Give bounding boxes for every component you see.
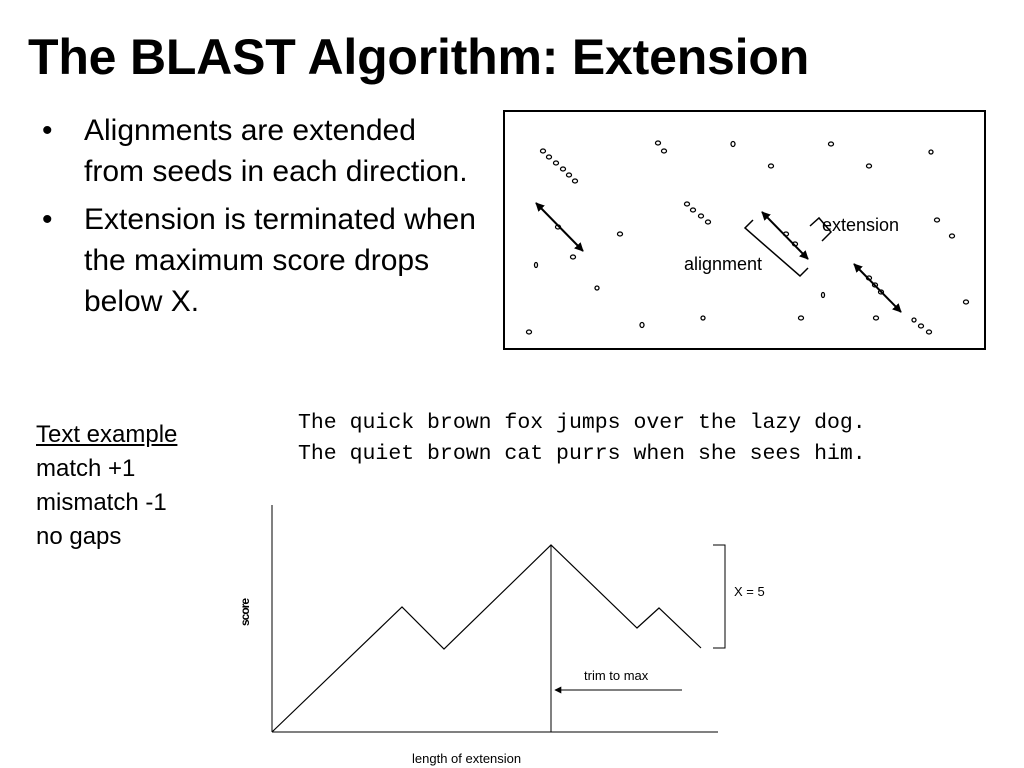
- extension-arrow-right: [854, 264, 901, 312]
- trim-label: trim to max: [584, 668, 649, 683]
- scoring-rule: no gaps: [36, 523, 122, 550]
- extension-label: extension: [822, 215, 900, 235]
- score-extension-plot: [230, 495, 790, 768]
- score-line: [272, 545, 701, 732]
- example-sequences: [298, 408, 866, 470]
- bullet-text: Extension is terminated when the maximum score drops below X.: [84, 203, 476, 318]
- text-example-box: [36, 418, 177, 554]
- bullet-marker: •: [42, 203, 53, 236]
- alignment-label: alignment: [684, 254, 763, 274]
- text-example-header: Text example: [36, 421, 178, 448]
- scattered-dots: [527, 141, 969, 334]
- y-axis-label: score: [238, 598, 252, 626]
- bullet-item: [42, 199, 482, 322]
- bullet-text: Alignments are extended from seeds in each direction.: [84, 114, 468, 188]
- scoring-rule: match +1: [36, 455, 136, 482]
- extension-arrow-left: [536, 203, 583, 251]
- extension-arrow-center: [762, 212, 808, 259]
- bullet-list: [42, 110, 482, 329]
- bullet-item: [42, 110, 482, 192]
- scoring-rule: mismatch -1: [36, 489, 167, 516]
- x-threshold-bracket: [713, 545, 725, 648]
- slide-title: The BLAST Algorithm: Extension: [28, 29, 810, 85]
- sequence-line-2: The quiet brown cat purrs when she sees him.: [298, 442, 866, 466]
- bullet-marker: •: [42, 114, 53, 147]
- x-axis-label: length of extension: [412, 751, 522, 766]
- x-threshold-label: X = 5: [734, 584, 765, 599]
- sequence-line-1: The quick brown fox jumps over the lazy dog.: [298, 411, 866, 435]
- dot-plot-frame: [504, 111, 985, 349]
- dot-plot-figure: [503, 110, 986, 350]
